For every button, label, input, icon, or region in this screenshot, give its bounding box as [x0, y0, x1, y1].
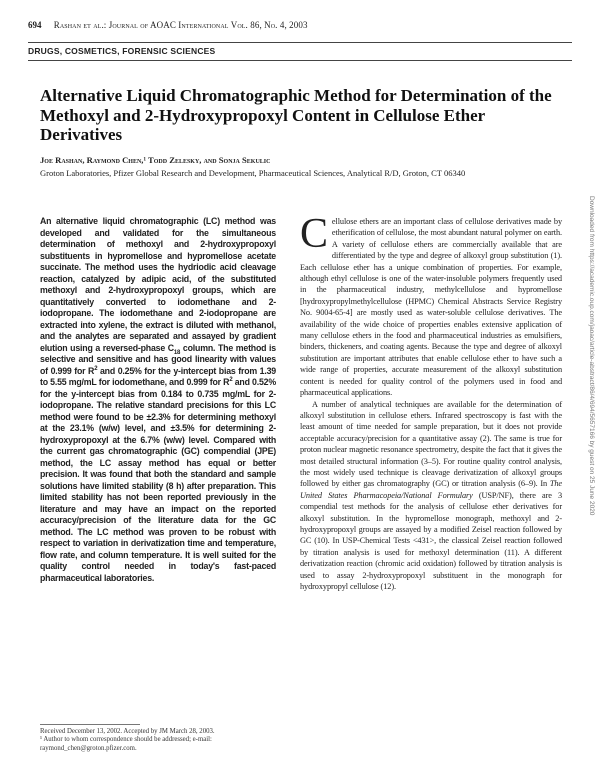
usp-nf-title: The United States Pharmacopeia/National Formulary: [300, 479, 562, 500]
correspondence-note: ¹ Author to whom correspondence should be addressed; e-mail: raymond_chen@groton.pfizer.com.: [40, 736, 212, 752]
running-head: [28, 20, 548, 30]
abstract-text-4: and 0.52% for the y-intercept bias from 0.184 to 0.735 mg/mL for 2-iodopropane. The relative standard precisions for this LC method were found to be ±2.3% for determining methoxyl at the 23.1% (w/w) level, and ±3.5% for determining 2-hydroxypropoxyl at the 6.7% (w/w) level. Compared with the current gas chromatographic (GC) compendial (JPE) method, the LC assay method has equal or better precision. It was found that both the standard and sample solutions have limited stability (8 h) after preparation. This limited stability has not been reported previously in the literature and may have an impact on the reported accuracy/precision of the literature data for the GC method. The LC method was proven to be robust with respect to variation in derivatization time and temperature, flow rate, and column temperature. It is well suited for the quality control needed in today's fast-paced pharmaceutical laboratories.: [40, 377, 276, 583]
footnote-rule: [40, 724, 140, 725]
abstract-text-2: column. The method is selective and sensitive and has good linearity with values of 0.999 for R: [40, 342, 276, 376]
body-paragraph-1: [300, 211, 562, 399]
download-watermark: [586, 196, 594, 756]
article-title: Alternative Liquid Chromatographic Method for Determination of the Methoxyl and 2-Hydroxypropoxyl Content in Cellulose Ether Derivatives: [40, 86, 552, 144]
abstract-text-1: An alternative liquid chromatographic (LC) method was developed and validated for the simultaneous determination of methoxyl and 2-hydroxypropoxyl substituents in hypromellose and hypromellose acetate succinate. The method uses the hydriodic acid cleavage reaction, catalyzed by adipic acid, of the substituted methoxyl and 2-hydroxypropoxyl groups, which are quantitatively converted to iodomethane and 2-iodopropane. The iodomethane and 2-iodopropane are extracted into xylene, the extract is diluted with methanol, and the analytes are separated and assayed by gradient elution using a reversed-phase C: [40, 216, 276, 353]
download-watermark-text: Downloaded from https://academic.oup.com/jaoac/article-abstract/86/4/694/5657166 by guest on 25 June 2020: [588, 196, 595, 516]
header-rule-top: [28, 42, 572, 43]
body-paragraph-2: [300, 399, 562, 593]
drop-cap: C: [300, 211, 328, 257]
abstract-text-3: and 0.25% for the y-intercept bias from 1.39 to 5.55 mg/mL for iodomethane, and 0.999 for R: [40, 365, 276, 387]
body-paragraph-2-text-b: (USP/NF), there are 3 compendial test methods for the analysis of cellulose ether derivatives for alkoxyl substitution. In the hypromellose monograph, methoxyl and 2-hydroxypropoxyl groups are assayed by a modified Zeisel reaction followed by GC (10). In USP-Chemical Tests <431>, the classical Zeisel reaction followed by titration analysis is used for methoxyl determination (11). A different derivatization reaction (chromic acid oxidation) followed by titration analysis is used to assay 2-hydroxypropoxyl substituent in the monograph for hydroxypropyl cellulose (12).: [300, 490, 562, 591]
footnotes: [40, 728, 290, 753]
abstract: [40, 216, 276, 584]
abstract-superscript-1: 2: [94, 365, 98, 372]
abstract-superscript-2: 2: [229, 377, 233, 384]
page-number: 694: [28, 20, 42, 30]
body-paragraph-1-text: ellulose ethers are an important class of cellulose derivatives made by etherification of cellulose, the most abundant natural polymer on earth. A variety of cellulose ethers are commercially available that are differentiated by the type and degree of alkoxyl group substitution (1). Each cellulose ether has a unique combination of properties. For example, although ethyl cellulose is one of the water-insoluble polymers frequently used in the pharmaceutical industry, methylcellulose and hypromellose [hydroxypropylmethylcellulose (HPMC) Chemical Abstracts Service Registry No. 9004-65-4] are mostly used as water-soluble cellulose derivatives. The availability of the wide choice of properties enables extensive application of many cellulose ethers in the food and pharmaceutical industries as emulsifiers, binders, thickeners, and coating agents. Because the type and degree of alkoxyl substitution are important attributes that enable cellulose ether to have such a wide range of properties, accurate measurement of the alkoxyl substitution content is needed for quality control of the polymers used in food and pharmaceutical applications.: [300, 217, 562, 398]
received-note: Received December 13, 2002. Accepted by JM March 28, 2003.: [40, 728, 215, 735]
affiliation: Groton Laboratories, Pfizer Global Research and Development, Pharmaceutical Sciences, Analytical R/D, Groton, CT 06340: [40, 168, 466, 178]
section-label: DRUGS, COSMETICS, FORENSIC SCIENCES: [28, 46, 216, 56]
abstract-subscript-c18: 18: [173, 349, 181, 356]
running-head-text: Rashan et al.: Journal of AOAC International Vol. 86, No. 4, 2003: [53, 20, 308, 30]
body-paragraph-2-text-a: A number of analytical techniques are available for the determination of alkoxyl substitution in cellulose ethers. Infrared spectroscopy is fast with the least amount of time needed for sample preparation, but it does not provide acceptable accuracy/precision for a quantitative assay (2). The same is true for proton nuclear magnetic resonance spectrometry, despite the fact that it gives the most detailed structural information (3–5). For routine quality control analysis, the most widely used technique is cleavage derivatization of alkoxyl groups followed by either gas chromatography (GC) or titration analysis (6–9). In: [300, 399, 562, 489]
author-list: Joe Rashan, Raymond Chen,¹ Todd Zelesky, and Sonja Sekulic: [40, 155, 271, 165]
body-column: [300, 211, 562, 592]
header-rule-bottom: [28, 60, 572, 61]
